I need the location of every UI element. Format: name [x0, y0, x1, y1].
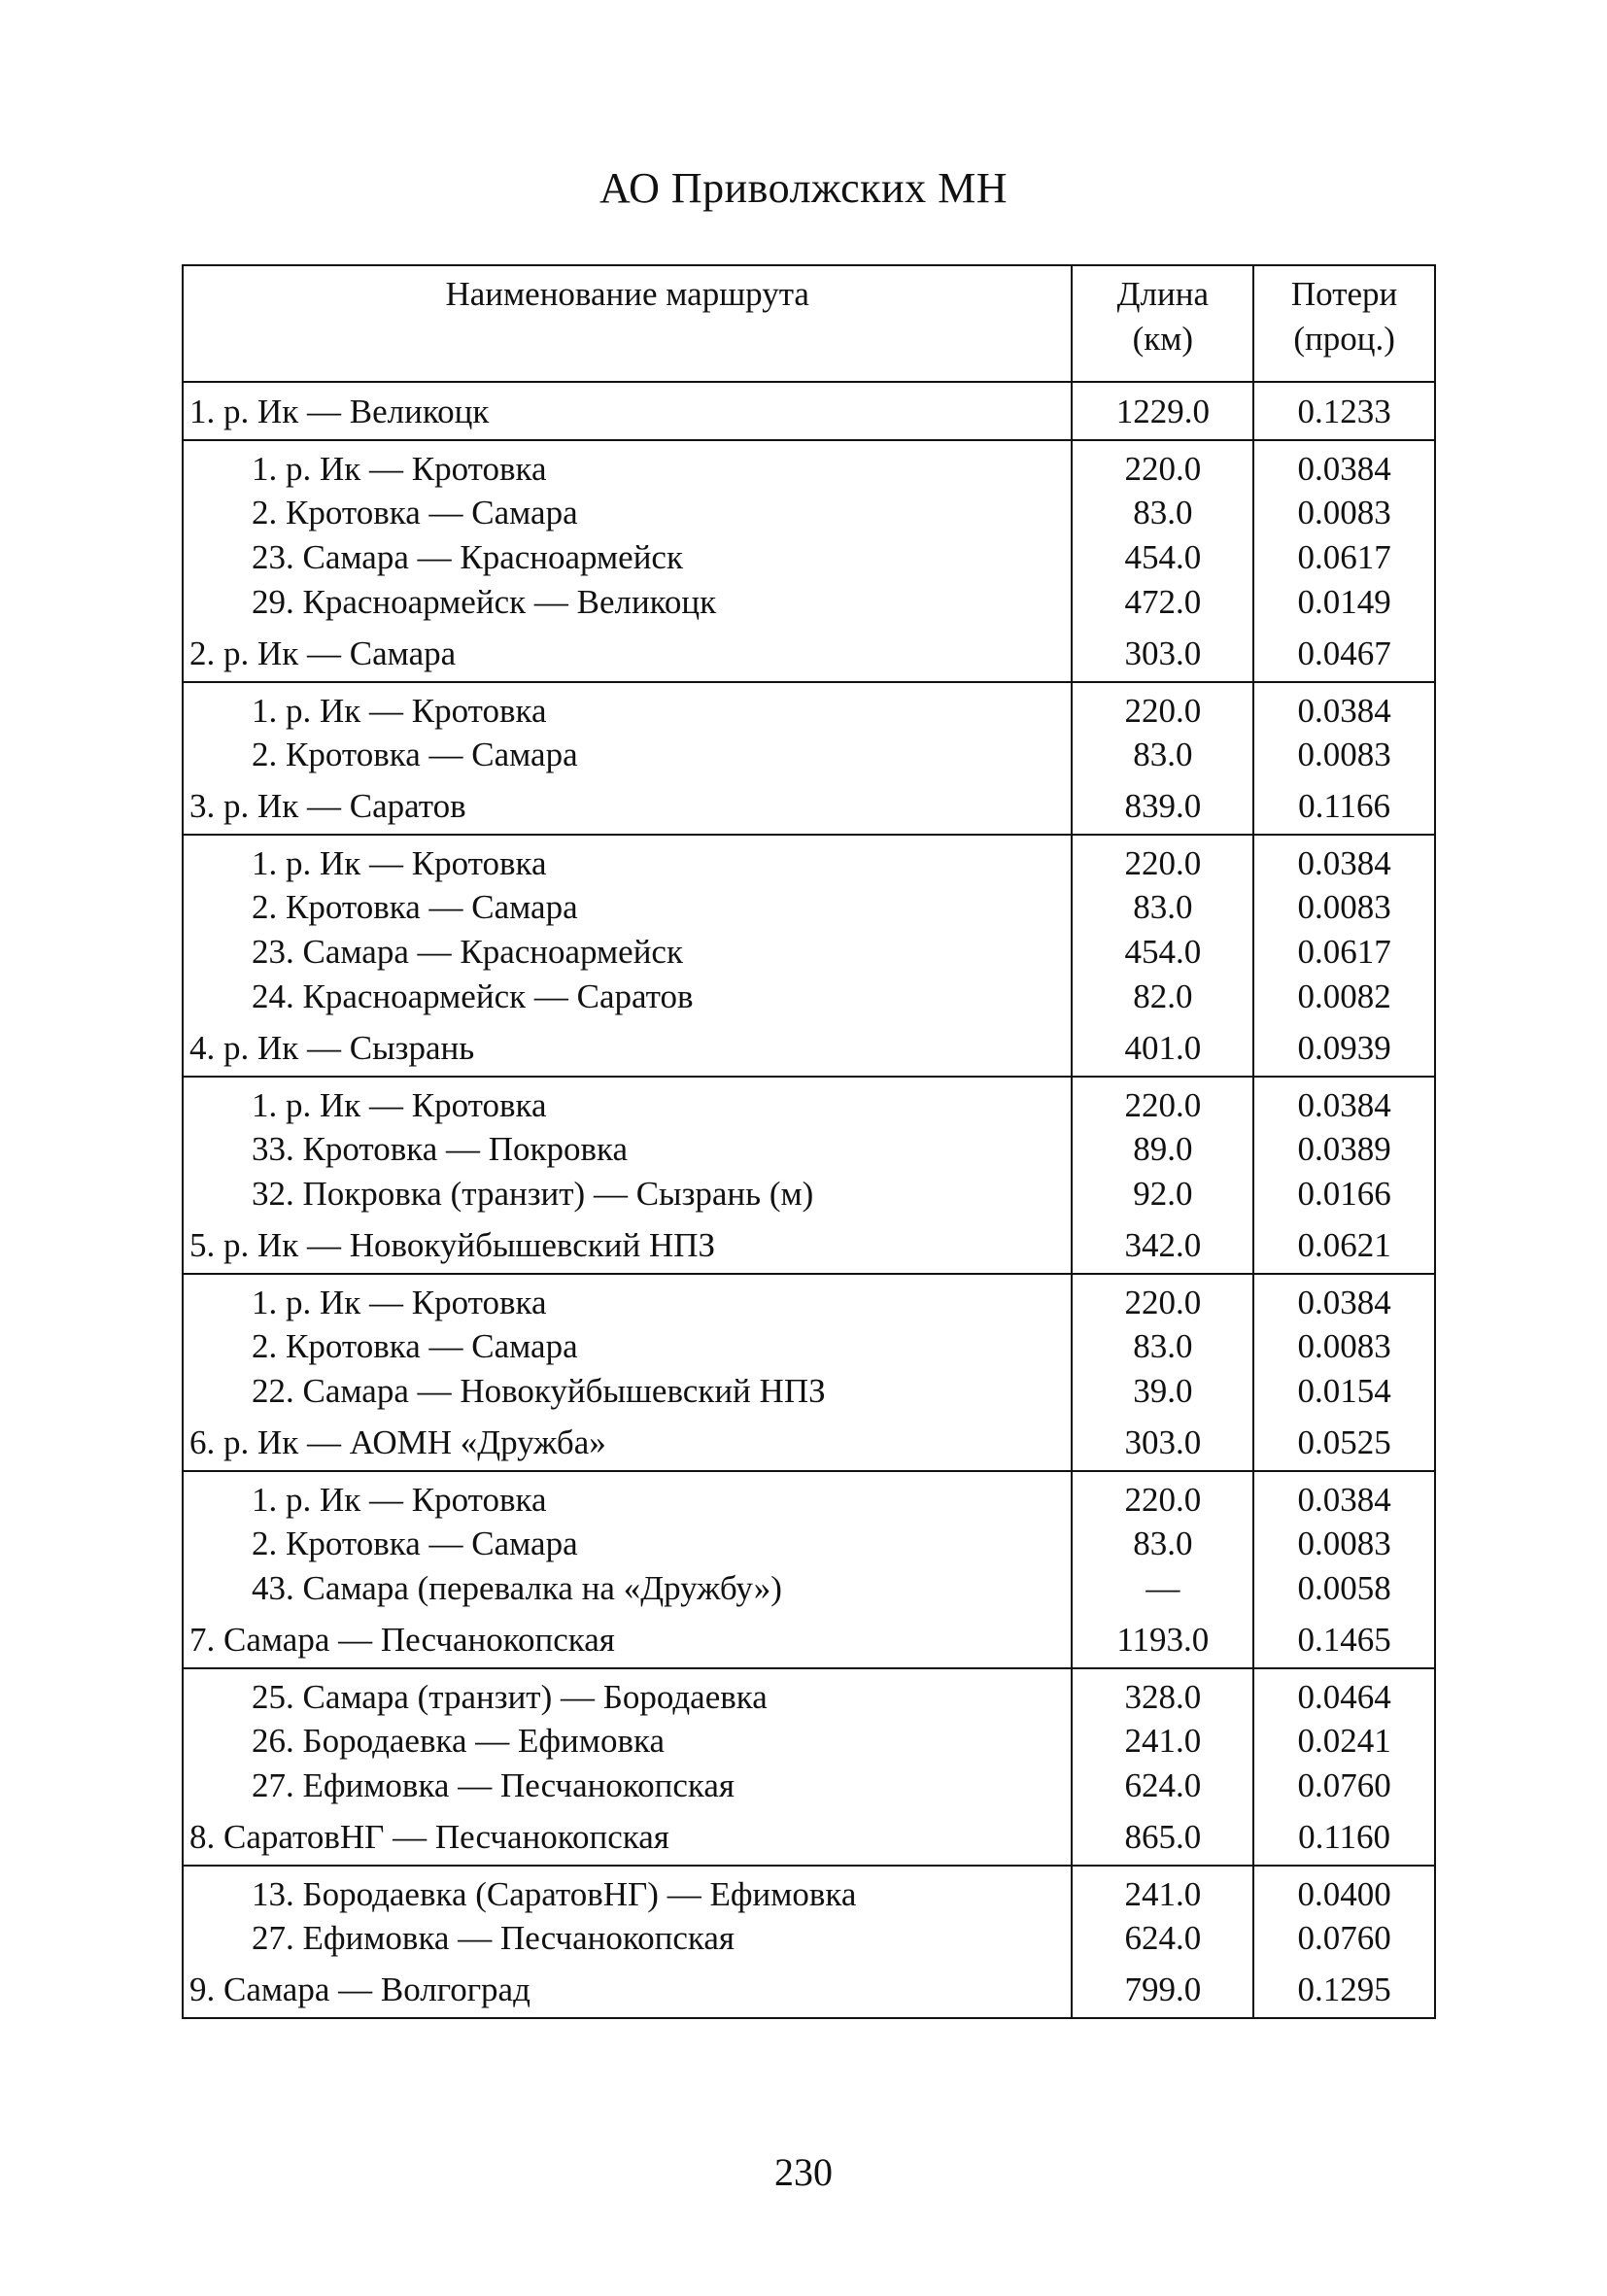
segment-row — [183, 1866, 1435, 1916]
segment-name: 2. Кротовка — Самара — [183, 1522, 1072, 1566]
column-header-length-line2: (км) — [1132, 320, 1194, 358]
table-header — [183, 265, 1435, 382]
segment-row — [183, 733, 1435, 777]
segment-row — [183, 1172, 1435, 1217]
route-length: 865.0 — [1072, 1808, 1253, 1866]
segment-loss: 0.0083 — [1253, 885, 1435, 930]
segment-name: 23. Самара — Красноармейск — [183, 930, 1072, 975]
segment-length: 220.0 — [1072, 1274, 1253, 1324]
segment-length: 39.0 — [1072, 1369, 1253, 1414]
segment-row — [183, 535, 1435, 580]
segment-length: 83.0 — [1072, 733, 1253, 777]
segment-loss: 0.0464 — [1253, 1668, 1435, 1719]
segment-loss: 0.0082 — [1253, 975, 1435, 1019]
route-length: 303.0 — [1072, 625, 1253, 682]
column-header-loss-line1: Потери — [1290, 275, 1398, 313]
segment-name: 1. р. Ик — Кротовка — [183, 440, 1072, 491]
segment-name: 1. р. Ик — Кротовка — [183, 1077, 1072, 1127]
segment-row — [183, 1764, 1435, 1808]
segment-loss: 0.0384 — [1253, 1471, 1435, 1522]
segment-row — [183, 1916, 1435, 1961]
segment-length: 83.0 — [1072, 491, 1253, 535]
segment-row — [183, 1471, 1435, 1522]
segment-loss: 0.0083 — [1253, 1324, 1435, 1369]
segment-row — [183, 835, 1435, 885]
segment-length: 241.0 — [1072, 1866, 1253, 1916]
route-loss: 0.1295 — [1253, 1961, 1435, 2018]
segment-row — [183, 1127, 1435, 1172]
route-row — [183, 625, 1435, 682]
segment-row — [183, 1719, 1435, 1764]
route-row — [183, 1217, 1435, 1274]
column-header-name — [183, 265, 1072, 382]
route-length: 1193.0 — [1072, 1611, 1253, 1668]
column-header-loss-line2: (проц.) — [1293, 320, 1395, 358]
segment-loss: 0.0400 — [1253, 1866, 1435, 1916]
segment-row — [183, 930, 1435, 975]
segment-length: 472.0 — [1072, 580, 1253, 625]
route-loss: 0.0467 — [1253, 625, 1435, 682]
routes-table — [182, 264, 1436, 2019]
segment-name: 27. Ефимовка — Песчанокопская — [183, 1916, 1072, 1961]
route-row — [183, 1611, 1435, 1668]
column-header-loss — [1253, 265, 1435, 382]
route-loss: 0.0621 — [1253, 1217, 1435, 1274]
column-header-length — [1072, 265, 1253, 382]
route-row — [183, 777, 1435, 835]
segment-row — [183, 1566, 1435, 1611]
route-name: 2. р. Ик — Самара — [183, 625, 1072, 682]
segment-name: 13. Бородаевка (СаратовНГ) — Ефимовка — [183, 1866, 1072, 1916]
segment-name: 27. Ефимовка — Песчанокопская — [183, 1764, 1072, 1808]
route-name: 4. р. Ик — Сызрань — [183, 1019, 1072, 1077]
segment-name: 43. Самара (перевалка на «Дружбу») — [183, 1566, 1072, 1611]
segment-length: 82.0 — [1072, 975, 1253, 1019]
segment-name: 1. р. Ик — Кротовка — [183, 1274, 1072, 1324]
segment-length: — — [1072, 1566, 1253, 1611]
segment-row — [183, 1522, 1435, 1566]
segment-row — [183, 885, 1435, 930]
column-header-length-line1: Длина — [1116, 275, 1209, 313]
segment-row — [183, 682, 1435, 733]
route-length: 401.0 — [1072, 1019, 1253, 1077]
route-loss: 0.1233 — [1253, 382, 1435, 440]
route-row — [183, 1961, 1435, 2018]
segment-row — [183, 1369, 1435, 1414]
route-loss: 0.0939 — [1253, 1019, 1435, 1077]
segment-row — [183, 440, 1435, 491]
route-name: 1. р. Ик — Великоцк — [183, 382, 1072, 440]
segment-length: 89.0 — [1072, 1127, 1253, 1172]
page-title: АО Приволжских МН — [599, 164, 1008, 212]
segment-length: 83.0 — [1072, 885, 1253, 930]
segment-row — [183, 975, 1435, 1019]
segment-loss: 0.0760 — [1253, 1764, 1435, 1808]
segment-row — [183, 491, 1435, 535]
segment-loss: 0.0760 — [1253, 1916, 1435, 1961]
segment-loss: 0.0083 — [1253, 1522, 1435, 1566]
segment-loss: 0.0058 — [1253, 1566, 1435, 1611]
segment-loss: 0.0166 — [1253, 1172, 1435, 1217]
segment-name: 1. р. Ик — Кротовка — [183, 835, 1072, 885]
segment-length: 92.0 — [1072, 1172, 1253, 1217]
page-number: 230 — [774, 2150, 833, 2194]
segment-loss: 0.0154 — [1253, 1369, 1435, 1414]
route-row — [183, 1808, 1435, 1866]
segment-name: 2. Кротовка — Самара — [183, 733, 1072, 777]
route-loss: 0.1166 — [1253, 777, 1435, 835]
route-length: 799.0 — [1072, 1961, 1253, 2018]
route-name: 6. р. Ик — АОМН «Дружба» — [183, 1414, 1072, 1471]
segment-length: 624.0 — [1072, 1916, 1253, 1961]
segment-loss: 0.0617 — [1253, 535, 1435, 580]
segment-length: 83.0 — [1072, 1522, 1253, 1566]
route-row — [183, 1019, 1435, 1077]
route-name: 3. р. Ик — Саратов — [183, 777, 1072, 835]
segment-length: 454.0 — [1072, 930, 1253, 975]
segment-name: 24. Красноармейск — Саратов — [183, 975, 1072, 1019]
route-name: 8. СаратовНГ — Песчанокопская — [183, 1808, 1072, 1866]
table-body — [183, 382, 1435, 2018]
segment-name: 26. Бородаевка — Ефимовка — [183, 1719, 1072, 1764]
segment-length: 220.0 — [1072, 835, 1253, 885]
segment-length: 624.0 — [1072, 1764, 1253, 1808]
segment-loss: 0.0384 — [1253, 682, 1435, 733]
segment-loss: 0.0083 — [1253, 491, 1435, 535]
segment-name: 23. Самара — Красноармейск — [183, 535, 1072, 580]
segment-loss: 0.0149 — [1253, 580, 1435, 625]
route-row — [183, 1414, 1435, 1471]
route-row — [183, 382, 1435, 440]
segment-name: 29. Красноармейск — Великоцк — [183, 580, 1072, 625]
segment-name: 33. Кротовка — Покровка — [183, 1127, 1072, 1172]
route-name: 9. Самара — Волгоград — [183, 1961, 1072, 2018]
segment-name: 1. р. Ик — Кротовка — [183, 1471, 1072, 1522]
route-name: 7. Самара — Песчанокопская — [183, 1611, 1072, 1668]
route-loss: 0.0525 — [1253, 1414, 1435, 1471]
segment-row — [183, 1324, 1435, 1369]
segment-name: 1. р. Ик — Кротовка — [183, 682, 1072, 733]
route-loss: 0.1465 — [1253, 1611, 1435, 1668]
segment-loss: 0.0384 — [1253, 835, 1435, 885]
route-length: 1229.0 — [1072, 382, 1253, 440]
route-length: 303.0 — [1072, 1414, 1253, 1471]
segment-length: 241.0 — [1072, 1719, 1253, 1764]
segment-length: 220.0 — [1072, 440, 1253, 491]
segment-length: 454.0 — [1072, 535, 1253, 580]
column-header-name-label: Наименование маршрута — [445, 275, 809, 313]
segment-row — [183, 1668, 1435, 1719]
route-name: 5. р. Ик — Новокуйбышевский НПЗ — [183, 1217, 1072, 1274]
segment-loss: 0.0389 — [1253, 1127, 1435, 1172]
segment-name: 32. Покровка (транзит) — Сызрань (м) — [183, 1172, 1072, 1217]
segment-loss: 0.0384 — [1253, 1274, 1435, 1324]
segment-row — [183, 580, 1435, 625]
segment-name: 2. Кротовка — Самара — [183, 1324, 1072, 1369]
segment-row — [183, 1077, 1435, 1127]
segment-length: 220.0 — [1072, 1077, 1253, 1127]
segment-loss: 0.0384 — [1253, 1077, 1435, 1127]
route-length: 342.0 — [1072, 1217, 1253, 1274]
segment-length: 220.0 — [1072, 1471, 1253, 1522]
segment-name: 22. Самара — Новокуйбышевский НПЗ — [183, 1369, 1072, 1414]
route-length: 839.0 — [1072, 777, 1253, 835]
segment-length: 328.0 — [1072, 1668, 1253, 1719]
segment-loss: 0.0617 — [1253, 930, 1435, 975]
segment-name: 2. Кротовка — Самара — [183, 885, 1072, 930]
segment-row — [183, 1274, 1435, 1324]
segment-loss: 0.0241 — [1253, 1719, 1435, 1764]
segment-name: 25. Самара (транзит) — Бородаевка — [183, 1668, 1072, 1719]
segment-length: 220.0 — [1072, 682, 1253, 733]
segment-loss: 0.0083 — [1253, 733, 1435, 777]
segment-loss: 0.0384 — [1253, 440, 1435, 491]
segment-name: 2. Кротовка — Самара — [183, 491, 1072, 535]
route-loss: 0.1160 — [1253, 1808, 1435, 1866]
segment-length: 83.0 — [1072, 1324, 1253, 1369]
